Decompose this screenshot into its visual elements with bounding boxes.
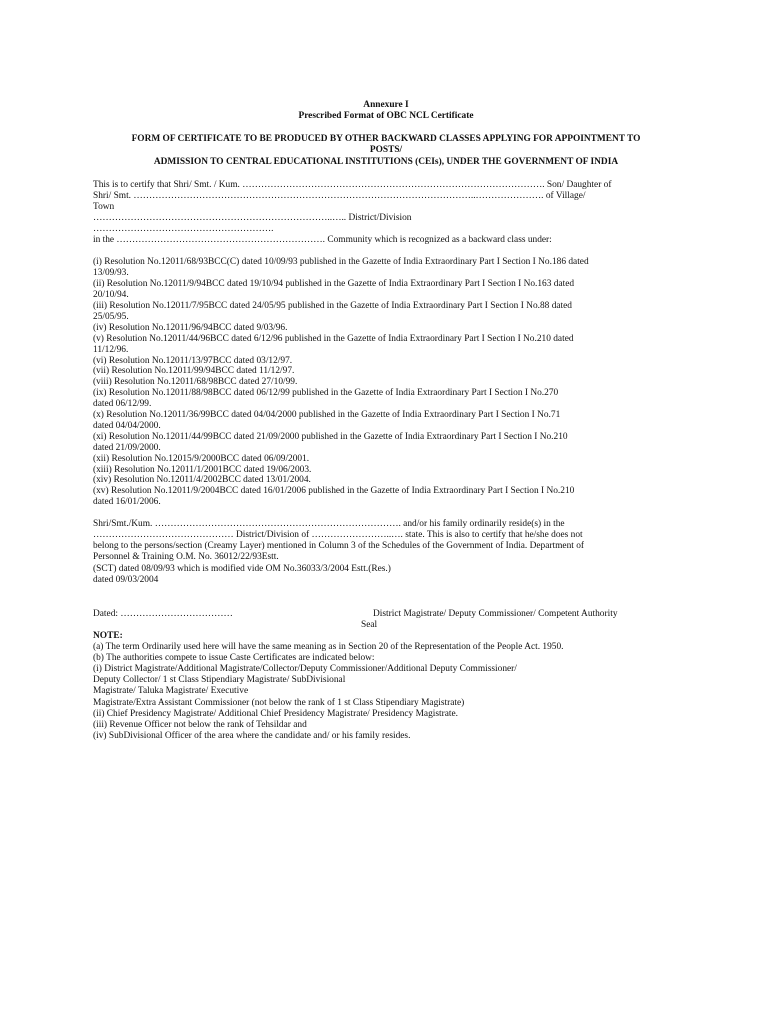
resolution-line: 11/12/96. [93,344,129,355]
note-line: (a) The term Ordinarily used here will have the same meaning as in Section 20 of the Representation of the People Act. 1950. [93,642,564,653]
resolution-line: (x) Resolution No.12011/36/99BCC dated 04/04/2000 published in the Gazette of India Extraordinary Part I Section I No.71 [93,410,561,421]
certify-paragraph [93,180,679,247]
form-title-line: POSTS/ [369,145,403,156]
certify-line: …………………………………………………………………..….. District/Division [93,213,412,224]
resolution-line: (vi) Resolution No.12011/13/97BCC dated 03/12/97. [93,355,293,366]
form-title [93,134,679,168]
reside-line: ……………………………………… District/Division of ……………………..…. state. This is also to certify that he/she does not [93,530,583,541]
reside-line: (SCT) dated 08/09/93 which is modified vide OM No.36033/3/2004 Estt.(Res.) [93,563,391,574]
certify-line: in the …………………………………………………………. Community which is recognized as a backward class under: [93,235,552,246]
reside-line: Personnel & Training O.M. No. 36012/22/93Estt. [93,552,279,563]
resolution-line: 25/05/95. [93,311,129,322]
note-line: (iii) Revenue Officer not below the rank of Tehsildar and [93,719,307,730]
resolution-line: (ii) Resolution No.12011/9/94BCC dated 19/10/94 published in the Gazette of India Extraordinary Part I Section I No.163 dated [93,279,575,290]
resolution-line: (xiv) Resolution No.12011/4/2002BCC dated 13/01/2004. [93,475,311,486]
note-line: Magistrate/ Taluka Magistrate/ Executive [93,686,249,697]
resolution-line: (vii) Resolution No.12011/99/94BCC dated 11/12/97. [93,366,295,377]
resolution-line: (xiii) Resolution No.12011/1/2001BCC dated 19/06/2003. [93,464,312,475]
signature-row [93,609,679,620]
reside-line: Shri/Smt./Kum. ……………………………………………………………………. and/or his family ordinarily reside(s) in the [93,519,565,530]
reside-line: belong to the persons/section (Creamy Layer) mentioned in Column 3 of the Schedules of the Government of India. Department of [93,541,585,552]
annexure-label: Annexure I [363,100,409,110]
note-line: (ii) Chief Presidency Magistrate/ Additional Chief Presidency Magistrate/ Presidency Magistrate. [93,708,459,719]
resolution-line: dated 21/09/2000. [93,442,161,453]
authority-label: District Magistrate/ Deputy Commissioner/ Competent Authority [373,608,618,619]
resolution-line: (xii) Resolution No.12015/9/2000BCC dated 06/09/2001. [93,453,310,464]
resolution-line: (i) Resolution No.12011/68/93BCC(C) dated 10/09/93 published in the Gazette of India Extraordinary Part I Section I No.186 dated [93,257,589,268]
note-line: (i) District Magistrate/Additional Magistrate/Collector/Deputy Commissioner/Additional Deputy Commissioner/ [93,664,517,675]
note-line: Deputy Collector/ 1 st Class Stipendiary Magistrate/ SubDivisional [93,675,346,686]
page-subtitle: Prescribed Format of OBC NCL Certificate [298,111,474,122]
certify-line: …………………………………………………. [93,224,274,235]
form-title-line: FORM OF CERTIFICATE TO BE PRODUCED BY OTHER BACKWARD CLASSES APPLYING FOR APPOINTMENT TO [131,134,641,145]
certificate-page [93,100,679,742]
resolution-line: (iii) Resolution No.12011/7/95BCC dated 24/05/95 published in the Gazette of India Extraordinary Part I Section I No.88 dated [93,300,572,311]
certify-line: This is to certify that Shri/ Smt. / Kum. ……………………………………………………………………………………. Son/ Daughter of [93,179,612,190]
resolution-line: (viii) Resolution No.12011/68/98BCC dated 27/10/99. [93,377,298,388]
resolution-line: dated 06/12/99. [93,399,152,410]
note-line: Magistrate/Extra Assistant Commissioner (not below the rank of 1 st Class Stipendiary Magistrate) [93,697,465,708]
certify-line: Town [93,201,115,212]
resolution-line: (v) Resolution No.12011/44/96BCC dated 6/12/96 published in the Gazette of India Extraordinary Part I Section I No.210 dated [93,333,574,344]
resolution-line: (xv) Resolution No.12011/9/2004BCC dated 16/01/2006 published in the Gazette of India Extraordinary Part I Section I No.210 [93,486,575,497]
resolution-line: (xi) Resolution No.12011/44/99BCC dated 21/09/2000 published in the Gazette of India Extraordinary Part I Section I No.210 [93,431,568,442]
form-title-line: ADMISSION TO CENTRAL EDUCATIONAL INSTITUTIONS (CEIs), UNDER THE GOVERNMENT OF INDIA [153,156,619,167]
reside-line: dated 09/03/2004 [93,574,159,585]
resolution-line: (ix) Resolution No.12011/88/98BCC dated 06/12/99 published in the Gazette of India Extraordinary Part I Section I No.270 [93,388,559,399]
certify-line: Shri/ Smt. ………………………………………………………………………………………………..…………………. of Village/ [93,190,586,201]
seal-label: Seal [361,619,378,630]
resolution-line: dated 16/01/2006. [93,497,161,508]
note-line: (b) The authorities compete to issue Caste Certificates are indicated below: [93,653,375,664]
notes-list [93,642,679,742]
resolution-list [93,257,679,508]
resolution-line: (iv) Resolution No.12011/96/94BCC dated 9/03/96. [93,322,288,333]
note-line: (iv) SubDivisional Officer of the area where the candidate and/ or his family resides. [93,730,411,741]
resolution-line: 13/09/93. [93,268,129,279]
reside-paragraph [93,519,679,586]
dated-field: Dated: ……………………………… [93,608,233,619]
resolution-line: dated 04/04/2000. [93,420,161,431]
resolution-line: 20/10/94. [93,290,129,301]
note-heading: NOTE: [93,630,123,641]
